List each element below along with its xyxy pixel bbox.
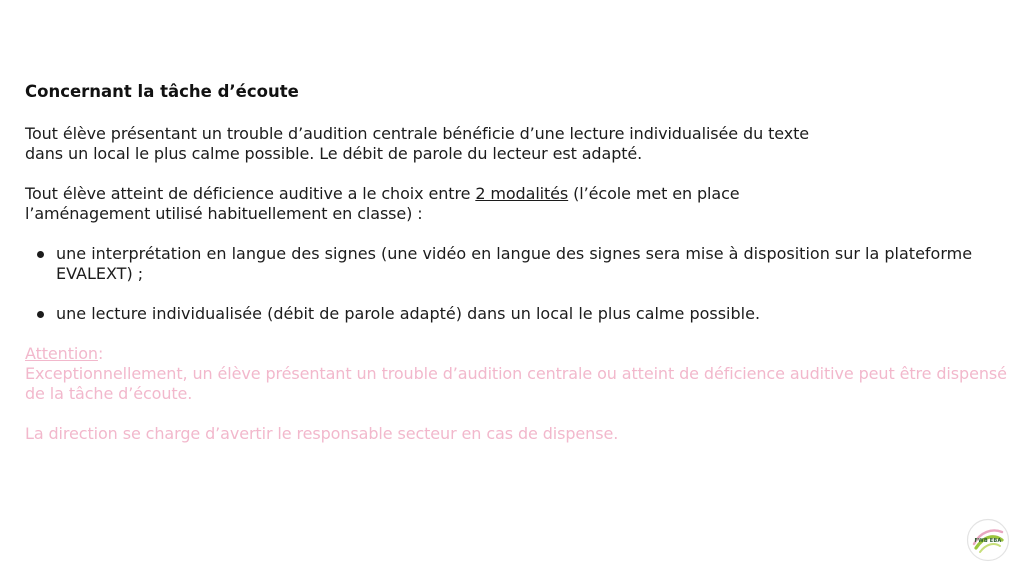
paragraph2-line1 <box>25 184 1015 204</box>
main-content <box>25 80 1015 464</box>
attention-line1: Exceptionnellement, un élève présentant un trouble d’audition centrale ou atteint de déficience auditive peut être dispensé <box>25 364 1007 383</box>
fwb-logo <box>966 518 1010 562</box>
bullet-icon <box>37 251 44 258</box>
list-item <box>25 244 1015 284</box>
paragraph1-line2: dans un local le plus calme possible. Le débit de parole du lecteur est adapté. <box>25 144 643 163</box>
modalites-link[interactable]: 2 modalités <box>475 184 569 203</box>
modalities-list <box>25 244 1015 324</box>
paragraph2-line2: l’aménagement utilisé habituellement en classe) : <box>25 204 423 223</box>
attention-label: Attention <box>25 344 98 363</box>
paragraph2-text-before: Tout élève atteint de déficience auditive a le choix entre <box>25 184 476 203</box>
logo-text: FWB EBA <box>974 538 1002 544</box>
bullet1-line1: une interprétation en langue des signes (une vidéo en langue des signes sera mise à disposition sur la plateforme <box>56 244 973 263</box>
paragraph1-line1: Tout élève présentant un trouble d’audition centrale bénéficie d’une lecture individualisée du texte <box>25 124 810 143</box>
bullet2-line1: une lecture individualisée (débit de parole adapté) dans un local le plus calme possible. <box>56 304 761 323</box>
direction-note: La direction se charge d’avertir le responsable secteur en cas de dispense. <box>25 424 619 443</box>
attention-label-line <box>25 344 1015 364</box>
section-heading: Concernant la tâche d’écoute <box>25 82 299 101</box>
attention-line2: de la tâche d’écoute. <box>25 384 193 403</box>
attention-block <box>25 344 1015 404</box>
paragraph-hearing-impairment <box>25 184 1015 224</box>
list-item <box>25 304 1015 324</box>
attention-colon: : <box>97 344 104 363</box>
paragraph2-text-after: (l’école met en place <box>568 184 740 203</box>
bullet-icon <box>37 311 44 318</box>
bullet1-line2: EVALEXT) ; <box>56 264 144 283</box>
paragraph-auditory-processing <box>25 124 1015 164</box>
